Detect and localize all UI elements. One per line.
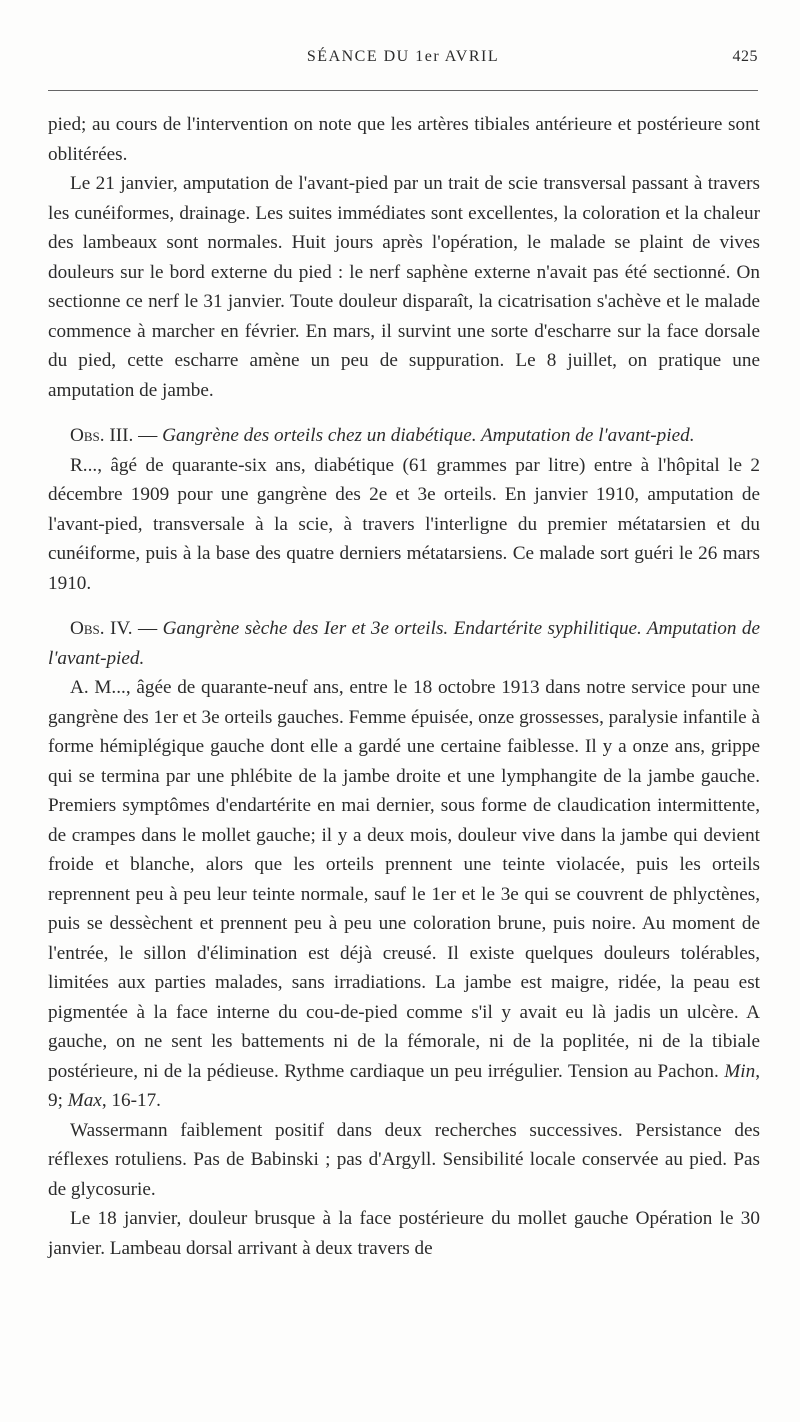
body-text — [48, 110, 760, 1263]
page-number: 425 — [732, 48, 758, 65]
observation-3-label: Obs. III. — — [70, 425, 163, 446]
observation-3-text: R..., âgé de quarante-six ans, diabétique (61 grammes par litre) entre à l'hôpital le 2 décembre 1909 pour une gangrène des 2e et 3e orteils. En janvier 1910, amputation de l'avant-pied, transversale à la scie, à travers l'interligne du premier métatarsien et du cunéiforme, puis à la base des quatre derniers métatarsiens. Ce malade sort guéri le 26 mars 1910. — [48, 454, 760, 594]
tension-min-value: , 9; — [48, 1060, 761, 1111]
tension-min-label: Min — [724, 1060, 756, 1082]
paragraph-wassermann: Wassermann faiblement positif dans deux recherches successives. Persistance des réflexes rotuliens. Pas de Babinski ; pas d'Argyll. Sensibilité locale conservée au pied. Pas de glycosurie. — [48, 1119, 760, 1200]
paragraph-operation: Le 18 janvier, douleur brusque à la face postérieure du mollet gauche Opération le 30 janvier. Lambeau dorsal arrivant à deux travers de — [48, 1208, 760, 1259]
observation-4-body: A. M..., âgée de quarante-neuf ans, entre le 18 octobre 1913 dans notre service pour une gangrène des 1er et 3e orteils gauches. Femme épuisée, onze grossesses, paralysie infantile à forme hémiplégique gauche dont elle a gardé une certaine faiblesse. Il y a onze ans, grippe qui se termina par une phlébite de la jambe droite et une lymphangite de la jambe gauche. Premiers symptômes d'endartérite en mai dernier, sous forme de claudication intermittente, de crampes dans le mollet gauche; il y a deux mois, douleur vive dans la jambe qui devient froide et blanche, alors que les orteils prennent une teinte violacée, puis les orteils reprennent peu à peu leur teinte normale, sauf le 1er et le 3e qui se couvrent de phlyctènes, puis se dessèchent et prennent peu à peu une coloration brune, puis noire. Au moment de l'entrée, le sillon d'élimination est déjà creusé. Il existe quelques douleurs tolérables, limitées aux parties malades, sans irradiations. La jambe est maigre, ridée, la peau est pigmentée à la face interne du cou-de-pied comme s'il y avait eu là jadis un ulcère. A gauche, on ne sent les battements ni de la fémorale, ni de la poplitée, ni de la tibiale postérieure, ni de la pédieuse. Rythme cardiaque un peu irrégulier. Tension au Pachon. — [48, 677, 760, 1082]
observation-4-label: Obs. IV. — — [70, 618, 163, 639]
section-gap — [48, 598, 760, 614]
section-gap — [48, 405, 760, 421]
observation-4-heading — [48, 614, 760, 673]
page-header — [48, 48, 758, 78]
observation-4-text — [48, 673, 760, 1116]
header-rule — [48, 90, 758, 91]
tension-max-value: , 16-17. — [101, 1090, 161, 1111]
observation-4-title: Gangrène sèche des Ier et 3e orteils. Endartérite syphilitique. Amputation de l'avant-pied. — [48, 618, 761, 669]
paragraph-continuation: pied; au cours de l'intervention on note que les artères tibiales antérieure et postérieure sont oblitérées. — [48, 114, 760, 165]
running-title: SÉANCE DU 1er AVRIL — [306, 48, 500, 65]
observation-3-title: Gangrène des orteils chez un diabétique. Amputation de l'avant-pied. — [162, 425, 695, 446]
paragraph-amputation-details: Le 21 janvier, amputation de l'avant-pied par un trait de scie transversal passant à travers les cunéiformes, drainage. Les suites immédiates sont excellentes, la coloration et la chaleur des lambeaux sont normales. Huit jours après l'opération, le malade se plaint de vives douleurs sur le bord externe du pied : le nerf saphène externe n'avait pas été sectionné. On sectionne ce nerf le 31 janvier. Toute douleur disparaît, la cicatrisation s'achève et le malade commence à marcher en février. En mars, il survint une sorte d'escharre sur la face dorsale du pied, cette escharre amène un peu de suppuration. Le 8 juillet, on pratique une amputation de jambe. — [48, 173, 760, 401]
observation-3-heading — [48, 421, 760, 451]
tension-max-label: Max — [67, 1090, 102, 1111]
